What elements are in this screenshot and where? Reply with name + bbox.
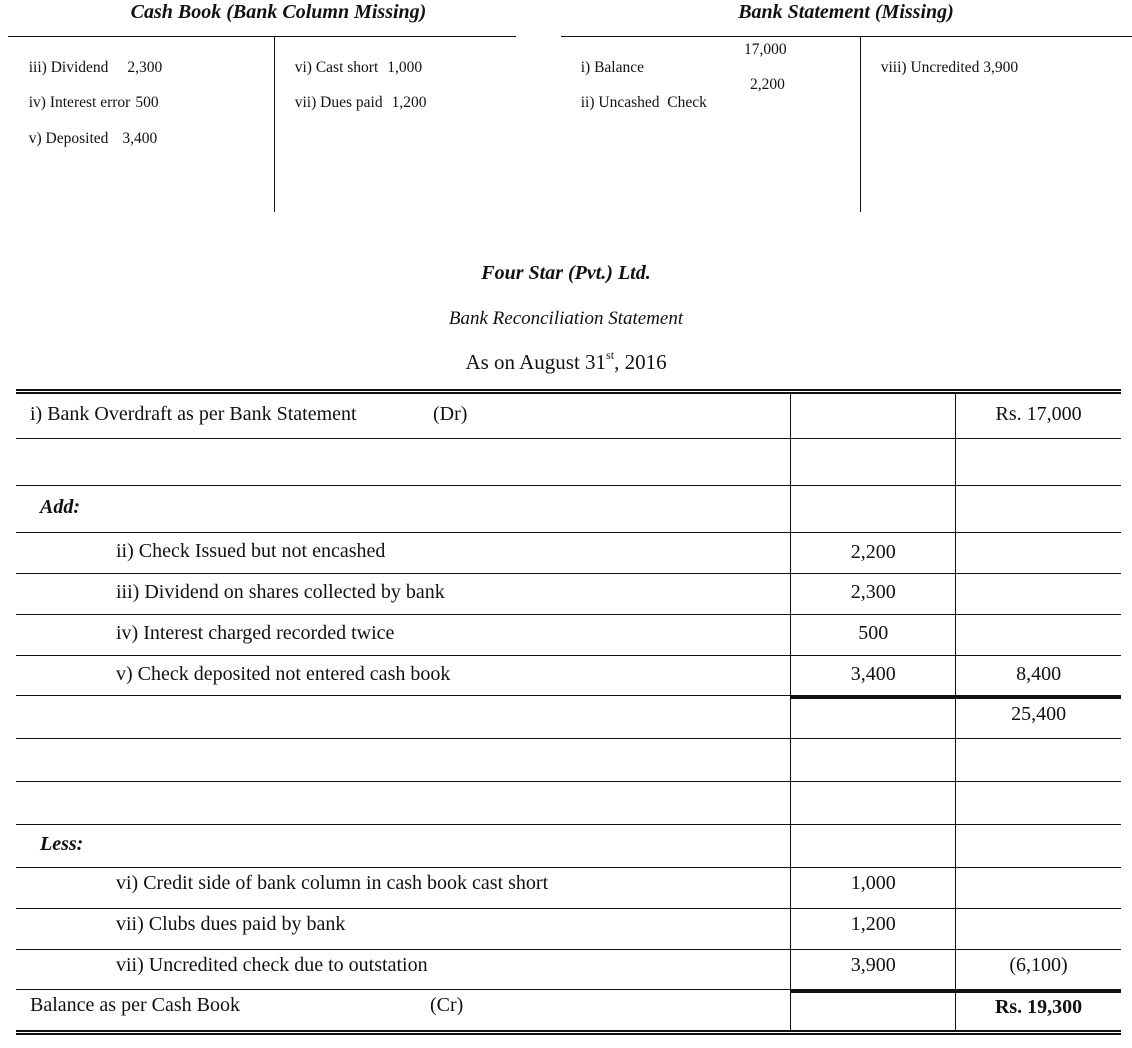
bank-statement-title: Bank Statement (Missing) — [738, 1, 954, 23]
total-cell — [955, 486, 1121, 532]
bank-statement-divider — [860, 36, 861, 212]
description-cell — [16, 739, 790, 781]
total-cell — [955, 739, 1121, 781]
closing-side: (Cr) — [430, 994, 464, 1016]
subtotal-value: 25,400 — [1011, 703, 1067, 725]
less-heading: Less: — [40, 833, 84, 855]
cash-book-credit-entry — [287, 41, 422, 77]
bank-statement-debit-entry — [573, 41, 644, 77]
amount-cell — [790, 950, 955, 990]
table-row-add-item — [16, 533, 1121, 574]
table-row-opening — [16, 394, 1121, 439]
amount-cell — [790, 695, 955, 738]
item-label: iv) Interest charged recorded twice — [116, 622, 395, 644]
bank-statement-debit-entry — [573, 76, 707, 112]
table-row-empty — [16, 782, 1121, 825]
description-cell — [16, 990, 790, 1030]
total-cell — [955, 695, 1121, 738]
entry-amount: 1,200 — [391, 94, 427, 111]
item-total — [956, 909, 1121, 915]
description-cell — [16, 782, 790, 824]
entry-label: vi) Cast short — [294, 59, 379, 76]
cash-book-debit-entry — [21, 41, 162, 77]
item-total — [956, 574, 1121, 580]
description-cell — [16, 574, 790, 614]
amount-cell — [790, 439, 955, 485]
entry-label: iv) Interest error — [28, 94, 131, 111]
item-label: vi) Credit side of bank column in cash book cast short — [116, 872, 549, 894]
entry-label: ii) Uncashed Check — [580, 94, 707, 111]
cash-book-debit-entry — [21, 112, 157, 148]
add-heading: Add: — [40, 496, 80, 518]
table-row-less-heading — [16, 825, 1121, 868]
item-total: (6,100) — [1009, 954, 1068, 976]
item-amount: 500 — [858, 622, 889, 644]
cash-book-debit-entry — [21, 76, 159, 112]
total-cell — [955, 615, 1121, 655]
description-cell — [16, 486, 790, 532]
date-text: As on August 31 — [465, 350, 607, 374]
cash-book-top-rule — [8, 36, 516, 37]
amount-cell — [790, 868, 955, 908]
total-cell — [955, 574, 1121, 614]
entry-amount: 1,000 — [387, 59, 423, 76]
table-row-add-item — [16, 656, 1121, 696]
description-cell — [16, 825, 790, 867]
amount-cell — [790, 782, 955, 824]
total-cell — [955, 533, 1121, 573]
item-label: iii) Dividend on shares collected by bank — [116, 581, 445, 603]
table-row-add-heading — [16, 486, 1121, 533]
table-row-subtotal — [16, 696, 1121, 739]
amount-cell — [790, 909, 955, 949]
entry-amount: 500 — [135, 94, 159, 111]
amount-cell — [790, 615, 955, 655]
description-cell — [16, 696, 790, 738]
item-label: vii) Uncredited check due to outstation — [116, 954, 428, 976]
cash-book-credit-entry — [287, 76, 426, 112]
table-row-less-item — [16, 950, 1121, 990]
total-cell — [955, 825, 1121, 867]
bank-statement-debit-amount: 2,200 — [750, 76, 785, 93]
bank-statement-credit-entry — [873, 41, 1018, 77]
table-row-add-item — [16, 574, 1121, 615]
item-amount: 2,300 — [850, 581, 896, 603]
item-label: vii) Clubs dues paid by bank — [116, 913, 346, 935]
description-cell — [16, 909, 790, 949]
table-row-closing — [16, 990, 1121, 1035]
item-total: 8,400 — [1016, 663, 1062, 685]
total-cell — [955, 394, 1121, 438]
entry-label: viii) Uncredited — [880, 59, 980, 76]
table-row-empty — [16, 739, 1121, 782]
entry-label: v) Deposited — [28, 130, 109, 147]
item-amount: 1,000 — [850, 872, 896, 894]
entry-label: iii) Dividend — [28, 59, 109, 76]
description-cell — [16, 868, 790, 908]
closing-total: Rs. 19,300 — [994, 996, 1083, 1018]
item-label: ii) Check Issued but not encashed — [116, 540, 386, 562]
total-cell — [955, 439, 1121, 485]
entry-amount: 3,400 — [122, 130, 158, 147]
entry-amount: 3,900 — [983, 59, 1019, 76]
item-label: v) Check deposited not entered cash book — [116, 663, 451, 685]
entry-amount: 2,300 — [127, 59, 163, 76]
item-total — [956, 533, 1121, 539]
item-amount: 3,400 — [850, 663, 896, 685]
table-row-add-item — [16, 615, 1121, 656]
total-cell — [955, 909, 1121, 949]
opening-label: i) Bank Overdraft as per Bank Statement — [30, 403, 357, 425]
cash-book-title: Cash Book (Bank Column Missing) — [130, 1, 427, 23]
description-cell — [16, 533, 790, 573]
closing-label: Balance as per Cash Book — [30, 994, 240, 1016]
description-cell — [16, 615, 790, 655]
company-name: Four Star (Pvt.) Ltd. — [481, 262, 651, 284]
total-cell — [955, 868, 1121, 908]
description-cell — [16, 394, 790, 438]
item-total — [956, 868, 1121, 874]
amount-cell — [790, 739, 955, 781]
item-amount: 1,200 — [850, 913, 896, 935]
item-amount: 3,900 — [850, 954, 896, 976]
amount-cell — [790, 394, 955, 438]
amount-cell — [790, 574, 955, 614]
table-row-less-item — [16, 909, 1121, 950]
amount-cell — [790, 656, 955, 696]
total-cell — [955, 950, 1121, 990]
description-cell — [16, 439, 790, 485]
reconciliation-table — [16, 389, 1121, 1035]
amount-cell — [790, 825, 955, 867]
table-row-less-item — [16, 868, 1121, 909]
description-cell — [16, 950, 790, 990]
statement-title: Bank Reconciliation Statement — [448, 308, 684, 329]
opening-total: Rs. 17,000 — [995, 403, 1082, 425]
statement-date — [0, 350, 1132, 375]
item-total — [956, 615, 1121, 621]
cash-book-divider — [274, 36, 275, 212]
total-cell — [955, 989, 1121, 1030]
amount-cell — [790, 533, 955, 573]
amount-cell — [790, 486, 955, 532]
table-row-empty — [16, 439, 1121, 486]
date-year: , 2016 — [614, 350, 667, 374]
description-cell — [16, 656, 790, 696]
bank-statement-top-rule — [561, 36, 1132, 37]
amount-cell — [790, 989, 955, 1030]
opening-side: (Dr) — [433, 403, 468, 425]
total-cell — [955, 782, 1121, 824]
date-ordinal: st — [606, 348, 615, 362]
entry-label: vii) Dues paid — [294, 94, 383, 111]
total-cell — [955, 656, 1121, 696]
item-amount: 2,200 — [850, 541, 896, 563]
entry-label: i) Balance — [580, 59, 645, 76]
bank-statement-debit-amount: 17,000 — [744, 41, 787, 58]
